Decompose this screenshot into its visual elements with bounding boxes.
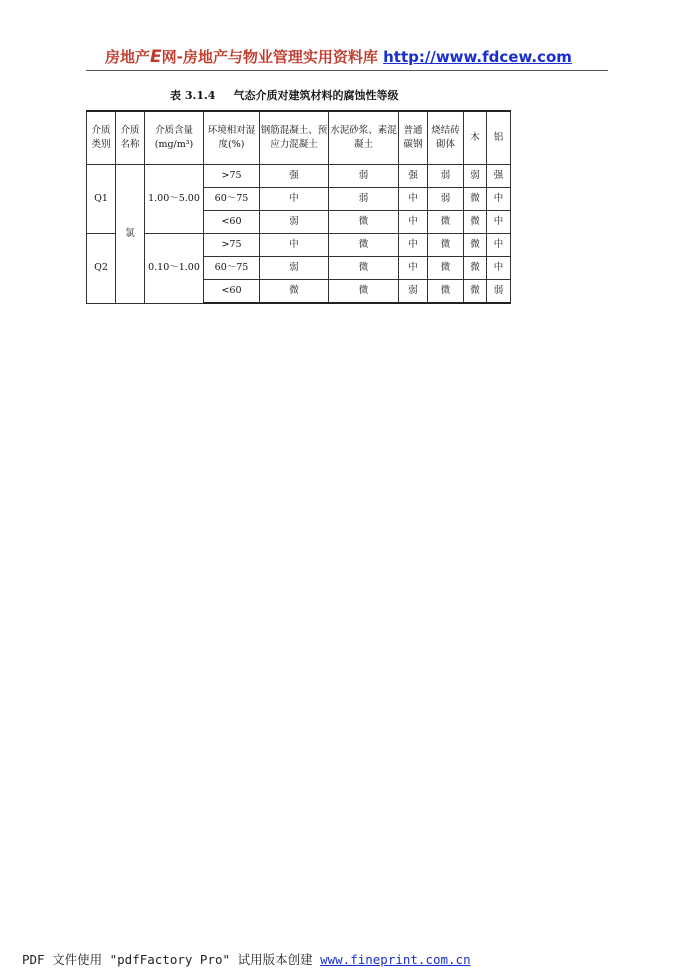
header-cell: 水泥砂浆、素混凝土 (329, 111, 399, 165)
grade-cell: 微 (464, 234, 487, 257)
humidity-cell: <60 (204, 280, 260, 304)
grade-cell: 弱 (399, 280, 428, 304)
grade-cell: 中 (399, 188, 428, 211)
grade-cell: 中 (399, 234, 428, 257)
grade-cell: 微 (260, 280, 329, 304)
grade-cell: 中 (487, 234, 511, 257)
grade-cell: 微 (428, 280, 464, 304)
document-header (105, 46, 610, 72)
grade-cell: 强 (399, 165, 428, 188)
grade-cell: 微 (428, 257, 464, 280)
humidity-cell: >75 (204, 165, 260, 188)
grade-cell: 弱 (428, 165, 464, 188)
header-cell: 介质名称 (116, 111, 145, 165)
table-row (87, 234, 511, 257)
header-cell: 钢筋混凝土、预应力混凝土 (260, 111, 329, 165)
grade-cell: 中 (399, 257, 428, 280)
grade-cell: 强 (260, 165, 329, 188)
grade-cell: 弱 (329, 188, 399, 211)
table-title: 气态介质对建筑材料的腐蚀性等级 (233, 89, 399, 102)
header-cell: 介质含量(mg/m³) (145, 111, 204, 165)
table-caption (170, 87, 398, 103)
header-e-mark: E (150, 47, 162, 67)
grade-cell: 弱 (428, 188, 464, 211)
header-cell: 环境相对湿度(%) (204, 111, 260, 165)
grade-cell: 微 (464, 280, 487, 304)
grade-cell: 中 (487, 188, 511, 211)
grade-cell: 微 (464, 211, 487, 234)
grade-cell: 弱 (487, 280, 511, 304)
humidity-cell: 60～75 (204, 188, 260, 211)
corrosion-grade-table (86, 110, 511, 304)
grade-cell: 弱 (260, 211, 329, 234)
grade-cell: 微 (428, 234, 464, 257)
header-site-name: 房地产 (105, 48, 151, 66)
header-site-subtitle: 网-房地产与物业管理实用资料库 (161, 48, 378, 66)
grade-cell: 微 (464, 188, 487, 211)
table-header-row (87, 111, 511, 165)
pdf-footer (22, 950, 471, 968)
grade-cell: 强 (487, 165, 511, 188)
grade-cell: 微 (428, 211, 464, 234)
content-cell: 0.10～1.00 (145, 234, 204, 304)
grade-cell: 微 (329, 211, 399, 234)
header-url-link[interactable]: http://www.fdcew.com (383, 48, 572, 66)
grade-cell: 微 (329, 280, 399, 304)
footer-text: PDF 文件使用 "pdfFactory Pro" 试用版本创建 (22, 952, 321, 967)
header-cell: 介质类别 (87, 111, 116, 165)
grade-cell: 弱 (260, 257, 329, 280)
category-cell: Q2 (87, 234, 116, 304)
humidity-cell: 60～75 (204, 257, 260, 280)
humidity-cell: >75 (204, 234, 260, 257)
humidity-cell: <60 (204, 211, 260, 234)
medium-name-cell: 氯 (116, 165, 145, 304)
table-number: 表 3.1.4 (170, 89, 216, 102)
header-cell: 木 (464, 111, 487, 165)
header-cell: 烧结砖砌体 (428, 111, 464, 165)
header-divider (86, 70, 608, 71)
grade-cell: 微 (329, 234, 399, 257)
grade-cell: 弱 (329, 165, 399, 188)
category-cell: Q1 (87, 165, 116, 234)
footer-link[interactable]: www.fineprint.com.cn (320, 952, 471, 967)
grade-cell: 弱 (464, 165, 487, 188)
grade-cell: 中 (399, 211, 428, 234)
table-row (87, 165, 511, 188)
header-cell: 普通碳钢 (399, 111, 428, 165)
grade-cell: 中 (260, 234, 329, 257)
grade-cell: 中 (260, 188, 329, 211)
grade-cell: 中 (487, 257, 511, 280)
header-cell: 铝 (487, 111, 511, 165)
content-cell: 1.00～5.00 (145, 165, 204, 234)
grade-cell: 微 (464, 257, 487, 280)
grade-cell: 中 (487, 211, 511, 234)
grade-cell: 微 (329, 257, 399, 280)
